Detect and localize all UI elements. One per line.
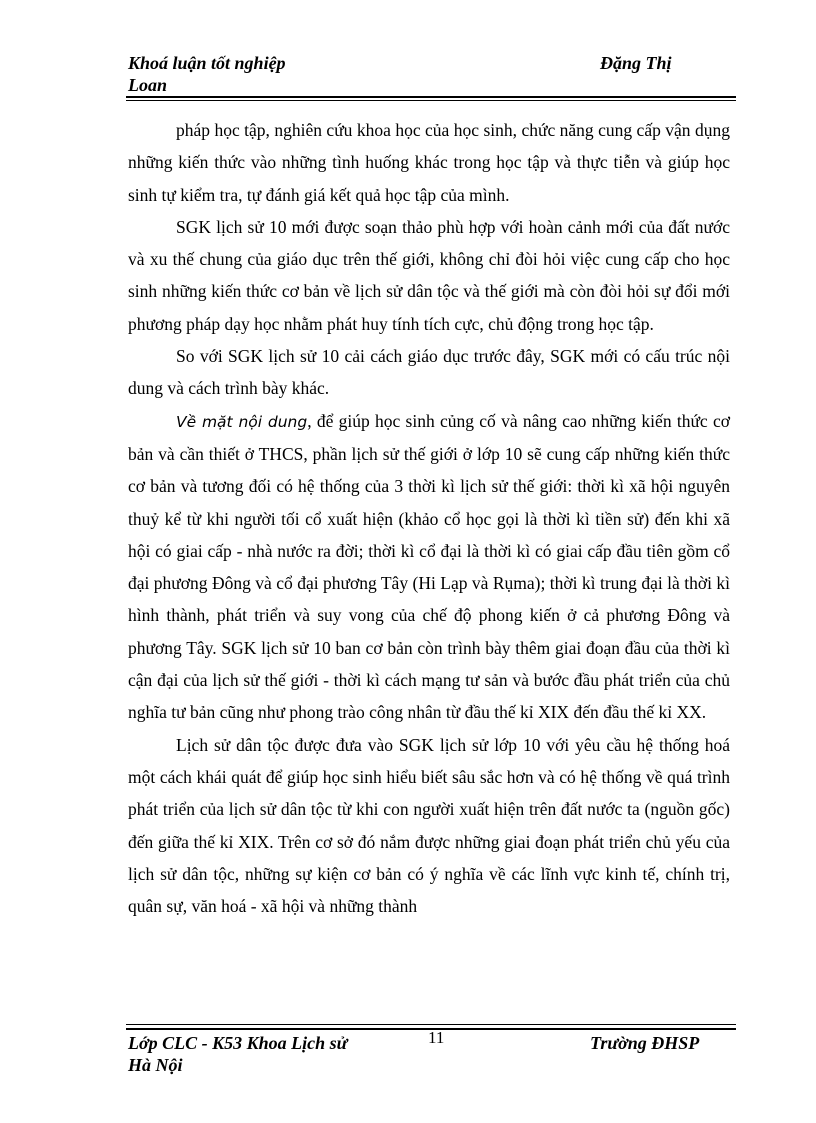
paragraph-1: pháp học tập, nghiên cứu khoa học của học sinh, chức năng cung cấp vận dụng những kiến thức vào những tình huống khác trong học tập và thực tiễn và giúp học sinh tự kiểm tra, tự đánh giá kết quả học tập của mình. <box>128 120 730 205</box>
page-body <box>128 114 730 922</box>
footer-class: Lớp CLC - K53 Khoa Lịch sử <box>128 1033 348 1053</box>
footer-city: Hà Nội <box>128 1055 183 1075</box>
page-number: 11 <box>428 1028 445 1047</box>
header-divider <box>126 96 736 98</box>
header-author-lastname: Loan <box>128 75 168 95</box>
paragraph-5: Lịch sử dân tộc được đưa vào SGK lịch sử lớp 10 với yêu cầu hệ thống hoá một cách khái quát để giúp học sinh hiểu biết sâu sắc hơn và có hệ thống về quá trình phát triển của lịch sử dân tộc từ khi con người xuất hiện trên đất nước ta (nguồn gốc) đến giữa thế kỉ XIX. Trên cơ sở đó nắm được những giai đoạn phát triển chủ yếu của lịch sử dân tộc, những sự kiện cơ bản có ý nghĩa về các lĩnh vực kinh tế, chính trị, quân sự, văn hoá - xã hội và những thành <box>128 734 730 917</box>
header-left <box>128 52 428 96</box>
header-author: Đặng Thị <box>600 53 672 73</box>
footer-school: Trường ĐHSP <box>590 1033 700 1053</box>
paragraph-3: So với SGK lịch sử 10 cải cách giáo dục trước đây, SGK mới có cấu trúc nội dung và cách trình bày khác. <box>128 346 730 399</box>
paragraph-2: SGK lịch sử 10 mới được soạn thảo phù hợp với hoàn cảnh mới của đất nước và xu thế chung của giáo dục trên thế giới, không chỉ đòi hỏi việc cung cấp cho học sinh những kiến thức cơ bản về lịch sử dân tộc và thế giới mà còn đòi hỏi sự đổi mới phương pháp dạy học nhằm phát huy tính tích cực, chủ động trong học tập. <box>128 216 730 334</box>
paragraph-4-text: , để giúp học sinh củng cố và nâng cao những kiến thức cơ bản và cần thiết ở THCS, phần lịch sử thế giới ở lớp 10 sẽ cung cấp những kiến thức cơ bản và tương đối có hệ thống của 3 thời kì lịch sử thế giới: thời kì xã hội nguyên thuỷ kể từ khi người tối cổ xuất hiện (khảo cổ học gọi là thời kì tiền sử) đến khi xã hội có giai cấp - nhà nước ra đời; thời kì cổ đại là thời kì có giai cấp đầu tiên gồm cổ đại phương Đông và cổ đại phương Tây (Hi Lạp và Rụma); thời kì trung đại là thời kì hình thành, phát triển và suy vong của chế độ phong kiến ở cả phương Đông và phương Tây. SGK lịch sử 10 ban cơ bản còn trình bày thêm giai đoạn đầu của thời kì cận đại của lịch sử thế giới - thời kì cách mạng tư sản và bước đầu phát triển của chủ nghĩa tư bản cũng như phong trào công nhân từ đầu thế kỉ XIX đến đầu thế kỉ XX. <box>128 410 730 723</box>
header-title: Khoá luận tốt nghiệp <box>128 53 286 73</box>
footer-divider-thin <box>126 1024 736 1025</box>
footer-left <box>128 1032 418 1076</box>
paragraph-4-lead: Về mặt nội dung <box>176 412 308 431</box>
paragraph-4 <box>128 405 730 729</box>
header-divider-thin <box>126 100 736 101</box>
